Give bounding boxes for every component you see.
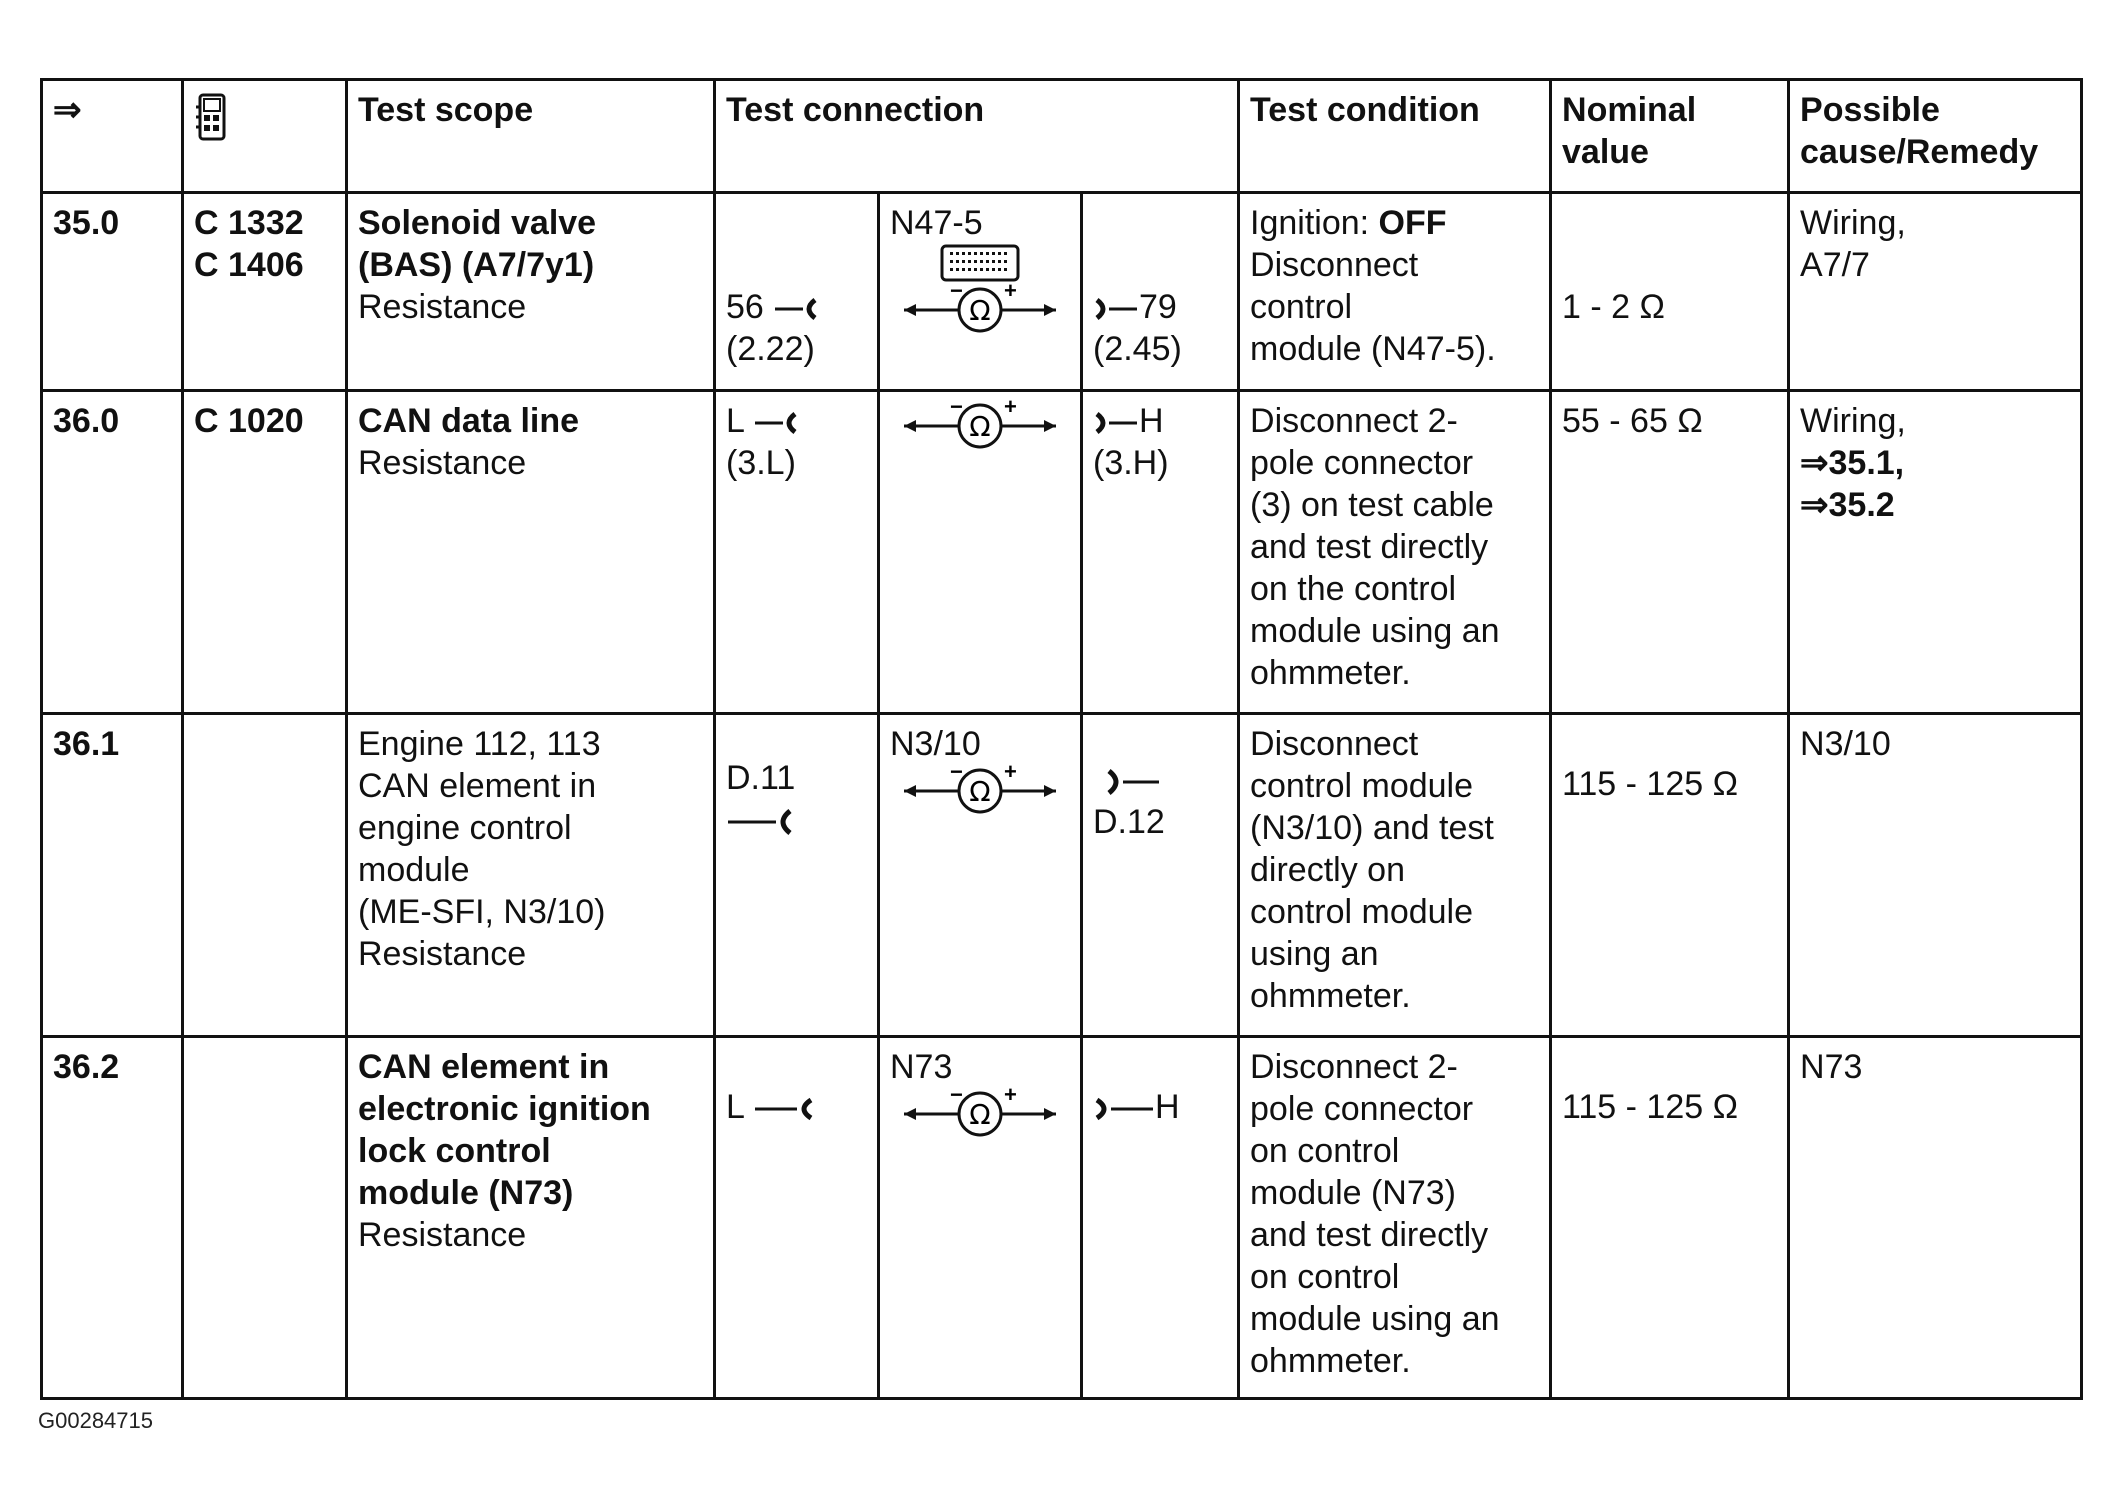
socket-left-icon	[753, 1097, 815, 1121]
svg-text:+: +	[1004, 1088, 1017, 1107]
header-row	[42, 80, 2082, 193]
nominal-value: 115 - 125 Ω	[1551, 1037, 1789, 1399]
possible-cause: N73	[1789, 1037, 2082, 1399]
pin-right: H	[1093, 400, 1227, 442]
connection-left: 56 (2.22)	[715, 193, 879, 391]
test-condition: Disconnect 2- pole connector (3) on test cable and test directly on the control module using an ohmmeter.	[1239, 391, 1551, 714]
svg-text:−: −	[950, 765, 963, 784]
header-test-scope: Test scope	[347, 80, 715, 193]
nominal-value: 55 - 65 Ω	[1551, 391, 1789, 714]
fault-codes: C 1020	[183, 391, 347, 714]
svg-text:−: −	[950, 284, 963, 303]
svg-text:Ω: Ω	[969, 410, 991, 443]
nominal-value: 115 - 125 Ω	[1551, 714, 1789, 1037]
header-nominal-value: Nominal value	[1551, 80, 1789, 193]
pin-left: L	[726, 400, 867, 442]
figure-id: G00284715	[38, 1408, 153, 1433]
step-number: 36.0	[42, 391, 183, 714]
connection-left	[715, 1037, 879, 1399]
svg-text:Ω: Ω	[969, 1098, 991, 1131]
connection-meter	[879, 714, 1082, 1037]
connector-block-icon	[938, 244, 1022, 284]
table-row	[42, 391, 2082, 714]
connection-meter	[879, 193, 1082, 391]
diagnostic-tool-icon	[194, 93, 228, 143]
test-condition: Disconnect control module (N3/10) and test directly on control module using an ohmmeter.	[1239, 714, 1551, 1037]
ohmmeter-icon	[900, 284, 1060, 334]
socket-left-icon	[773, 297, 819, 321]
plug-right-icon	[1093, 767, 1163, 797]
connection-left: L (3.L)	[715, 391, 879, 714]
svg-text:+: +	[1004, 765, 1017, 784]
test-table-sheet	[40, 78, 2080, 1397]
test-scope: Engine 112, 113 CAN element in engine control module (ME-SFI, N3/10) Resistance	[347, 714, 715, 1037]
test-scope: CAN element in electronic ignition lock control module (N73) Resistance	[347, 1037, 715, 1399]
fault-codes	[183, 1037, 347, 1399]
pin-right: 79	[1093, 286, 1227, 328]
header-code	[183, 80, 347, 193]
plug-right-icon	[1093, 1097, 1155, 1121]
pin-left: 56	[726, 286, 867, 328]
step-number: 35.0	[42, 193, 183, 391]
module-label: N47-5	[890, 204, 983, 242]
fault-codes	[183, 714, 347, 1037]
test-condition: Ignition: OFF Disconnect control module (N47-5).	[1239, 193, 1551, 391]
svg-text:−: −	[950, 400, 963, 419]
header-step	[42, 80, 183, 193]
possible-cause: N3/10	[1789, 714, 2082, 1037]
svg-text:+: +	[1004, 284, 1017, 303]
step-number: 36.1	[42, 714, 183, 1037]
step-number: 36.2	[42, 1037, 183, 1399]
header-test-condition: Test condition	[1239, 80, 1551, 193]
connection-right: H (3.H)	[1082, 391, 1239, 714]
ohmmeter-icon	[900, 400, 1060, 450]
socket-left-icon	[753, 411, 799, 435]
pin-right: H	[1093, 1086, 1227, 1128]
cross-reference-link: ⇒35.2	[1800, 486, 1895, 524]
connection-right: 79 (2.45)	[1082, 193, 1239, 391]
header-test-connection: Test connection	[715, 80, 1239, 193]
cross-reference-link: ⇒35.1,	[1800, 444, 1905, 482]
connection-right: D.12	[1082, 714, 1239, 1037]
module-label: N3/10	[890, 725, 981, 763]
plug-right-icon	[1093, 411, 1139, 435]
svg-text:Ω: Ω	[969, 775, 991, 808]
test-table	[40, 78, 2083, 1400]
nominal-value: 1 - 2 Ω	[1551, 193, 1789, 391]
socket-left-icon	[726, 807, 796, 837]
table-row	[42, 714, 2082, 1037]
ohmmeter-icon	[900, 1088, 1060, 1138]
test-scope: Solenoid valve (BAS) (A7/7y1) Resistance	[347, 193, 715, 391]
table-row	[42, 193, 2082, 391]
svg-text:Ω: Ω	[969, 294, 991, 327]
svg-text:+: +	[1004, 400, 1017, 419]
test-condition: Disconnect 2- pole connector on control module (N73) and test directly on control module using an ohmmeter.	[1239, 1037, 1551, 1399]
plug-right-icon	[1093, 297, 1139, 321]
connection-meter	[879, 391, 1082, 714]
possible-cause: Wiring, A7/7	[1789, 193, 2082, 391]
test-scope: CAN data line Resistance	[347, 391, 715, 714]
header-possible-cause: Possible cause/Remedy	[1789, 80, 2082, 193]
connection-right	[1082, 1037, 1239, 1399]
pin-left: L	[726, 1086, 867, 1128]
arrow-icon: ⇒	[53, 91, 82, 129]
connection-left: D.11	[715, 714, 879, 1037]
connection-meter	[879, 1037, 1082, 1399]
module-label: N73	[890, 1048, 953, 1086]
table-row	[42, 1037, 2082, 1399]
ohmmeter-icon	[900, 765, 1060, 815]
fault-codes: C 1332 C 1406	[183, 193, 347, 391]
possible-cause: Wiring, ⇒35.1, ⇒35.2	[1789, 391, 2082, 714]
svg-text:−: −	[950, 1088, 963, 1107]
